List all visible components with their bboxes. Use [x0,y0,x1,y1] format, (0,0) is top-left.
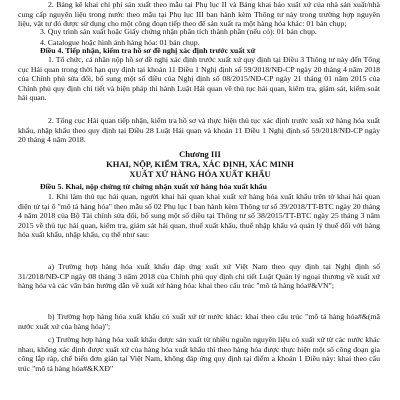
chapter-title-line-1: KHAI, NỘP, KIỂM TRA, XÁC ĐỊNH, XÁC MINH [106,159,294,169]
article-5-point-a: a) Trường hợp hàng hóa xuất khẩu đáp ứng xuất xứ Việt Nam theo quy định tại Nghị định số 31/2018/NĐ-CP ngày 08 tháng 3 năm 2018 của Chính phủ quy định chi tiết Luật Quản lý ngoại thương về xuất xứ hàng hóa và các văn bản hướng dẫn về xuất xứ hàng hóa: khai theo cấu trúc "mô tả hàng hóa#&VN"; [18,262,380,290]
chapter-heading-block [0,149,400,179]
article-5-clause-1: 1. Khi làm thủ tục hải quan, người khai hải quan khai xuất xứ hàng hóa xuất khẩu trên tờ khai hải quan điện tử tại ô "mô tả hàng hóa" theo mẫu số 02 Phụ lục I ban hành kèm Thông tư số 39/2018/TT-BTC ngày 20 tháng 4 năm 2018 của Bộ Tài chính sửa đổi, bổ sung một số điều tại Thông tư số 38/2015/TT-BTC ngày 25 tháng 3 năm 2015 về thủ tục hải quan, kiểm tra, giám sát hải quan, thuế xuất khẩu, thuế nhập khẩu và quản lý thuế đối với hàng hóa xuất khẩu, nhập khẩu, cụ thể như sau: [18,192,380,239]
article-5-heading: Điều 5. Khai, nộp chứng từ chứng nhận xuất xứ hàng hóa xuất khẩu [40,182,267,191]
clause-2-text: 2. Bảng kê khai chi phí sản xuất theo mẫu tại Phụ lục II và Bảng khai báo xuất xứ của nhà sản xuất/nhà cung cấp nguyên liệu trong nước theo mẫu tại Phụ lục III ban hành kèm Thông tư này trong trường hợp nguyên liệu, vật tư đó được sử dụng cho một công đoạn tiếp theo để sản xuất ra một hàng hóa khác: 01 bản chụp; [18,0,380,28]
clause-3-text: 3. Quy trình sản xuất hoặc Giấy chứng nhận phân tích thành phần (nếu có): 01 bản chụp. [40,27,317,36]
chapter-title-line-2: XUẤT XỨ HÀNG HÓA XUẤT KHẨU [129,169,271,179]
article-4-clause-1: 1. Tổ chức, cá nhân nộp hồ sơ đề nghị xác định trước xuất xứ quy định tại Điều 3 Thông tư này đến Tổng cục Hải quan trong thời hạn quy định tại khoản 11 Điều 1 Nghị định số 59/2018/NĐ-CP ngày 20 tháng 4 năm 2018 của Chính phủ sửa đổi, bổ sung một số điều của Nghị định số 08/2015/NĐ-CP ngày 21 tháng 01 năm 2015 của Chính phủ quy định chi tiết và biện pháp thi hành Luật Hải quan về thủ tục hải quan, kiểm tra, giám sát, kiểm soát hải quan. [18,55,380,102]
article-4-clause-2: 2. Tổng cục Hải quan tiếp nhận, kiểm tra hồ sơ và thực hiện thủ tục xác định trước xuất xứ hàng hóa xuất khẩu, nhập khẩu theo quy định tại Điều 28 Luật Hải quan và khoản 11 Điều 1 Nghị định số 59/2018/NĐ-CP ngày 20 tháng 4 năm 2018. [18,116,380,144]
article-5-point-c: c) Trường hợp hàng hóa xuất khẩu được sản xuất từ nhiều nguồn nguyên liệu có xuất xứ từ các nước khác nhau, không xác định được xuất xứ của hàng hóa xuất khẩu thì theo hàng hóa được thực hiện một số công đoạn gia công lắp ráp, chế biến đơn giản tại Việt Nam, không đáp ứng quy định tại điểm a khoản 1 Điều này: khai theo cấu trúc "mô tả hàng hóa#&KXĐ" [18,335,380,373]
article-4-heading: Điều 4. Tiếp nhận, kiểm tra hồ sơ đề nghị xác định trước xuất xứ [40,46,256,55]
clause-4-text: 4. Catalogue hoặc hình ảnh hàng hóa: 01 bản chụp. [40,38,200,47]
article-5-point-b: b) Trường hợp hàng hóa xuất khẩu có xuất xứ từ nước khác: khai theo cấu trúc "mô tả hàng hóa#&(mã nước xuất xứ của hàng hóa)"; [18,312,380,331]
chapter-number: Chương III [179,149,221,159]
